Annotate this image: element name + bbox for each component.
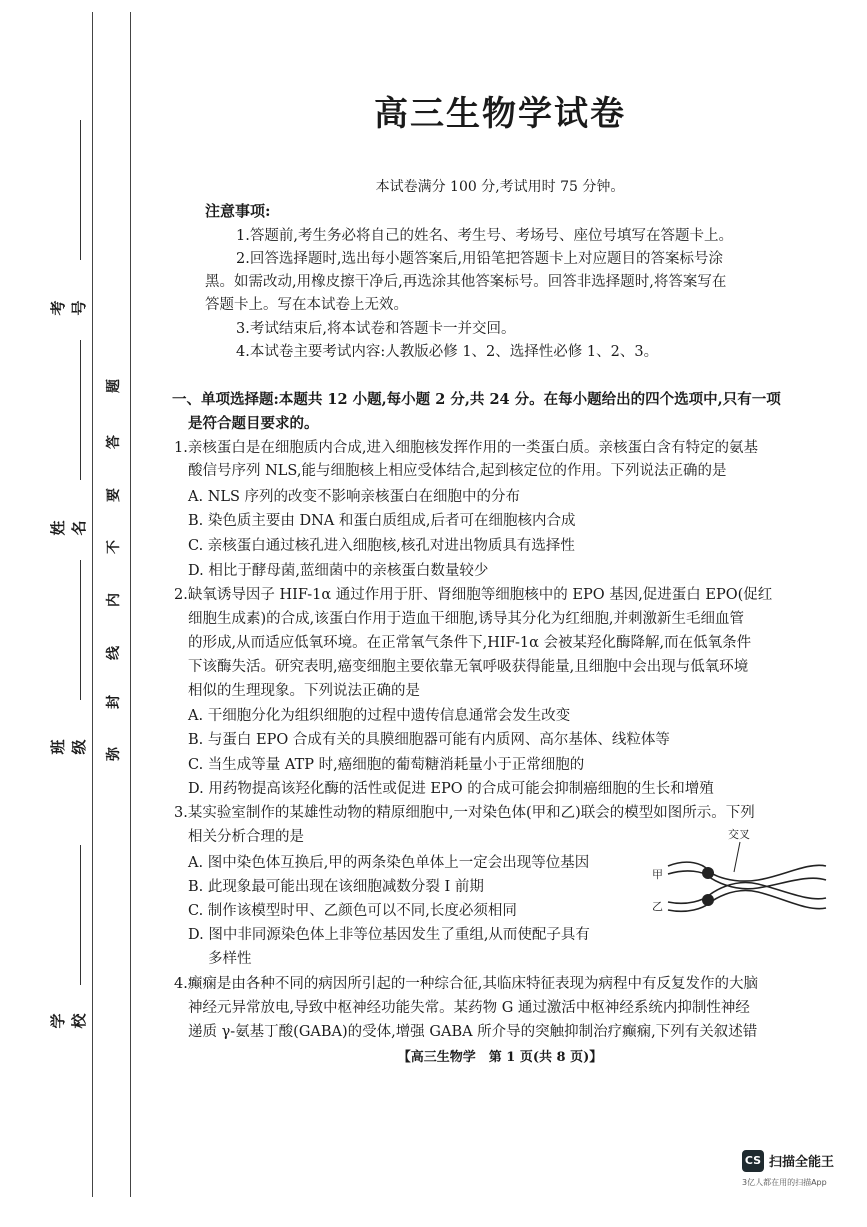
option-a[interactable]: A. 干细胞分化为组织细胞的过程中遗传信息通常会发生改变 [188, 708, 571, 724]
question-stem-line: 细胞生成素)的合成,该蛋白作用于造血干细胞,诱导其分化为红细胞,并刺激新生毛细血管 [188, 611, 744, 627]
seal-char: 封 [106, 695, 122, 709]
question-stem-line: 递质 γ-氨基丁酸(GABA)的受体,增强 GABA 所介导的突触抑制治疗癫痫,下列有关叙述错 [188, 1024, 758, 1040]
notice-line: 1.答题前,考生务必将自己的姓名、考生号、考场号、座位号填写在答题卡上。 [236, 228, 733, 244]
option-d[interactable]: D. 相比于酵母菌,蓝细菌中的亲核蛋白数量较少 [188, 563, 489, 579]
name-fill-line[interactable] [80, 340, 81, 480]
notice-line: 3.考试结束后,将本试卷和答题卡一并交回。 [236, 321, 516, 337]
section-heading-line: 一、单项选择题:本题共 12 小题,每小题 2 分,共 24 分。在每小题给出的四个选项中,只有一项 [172, 391, 781, 408]
exam-info: 本试卷满分 100 分,考试用时 75 分钟。 [375, 179, 625, 195]
option-c[interactable]: C. 制作该模型时甲、乙颜色可以不同,长度必须相同 [188, 903, 517, 919]
watermark-tagline: 3亿人都在用的扫描App [742, 1178, 827, 1187]
option-b[interactable]: B. 染色质主要由 DNA 和蛋白质组成,后者可在细胞核内合成 [188, 513, 576, 529]
margin-rule-outer [92, 12, 93, 1197]
seal-char: 线 [106, 646, 122, 660]
seal-char: 不 [106, 540, 122, 554]
question-stem-line: 3.某实验室制作的某雄性动物的精原细胞中,一对染色体(甲和乙)联会的模型如图所示。下列 [174, 805, 755, 821]
class-fill-line[interactable] [80, 560, 81, 700]
cross-label: 交叉 [728, 828, 750, 841]
chromatid-b2 [668, 891, 826, 912]
watermark-app-name: 扫描全能王 [769, 1155, 835, 1170]
option-b[interactable]: B. 与蛋白 EPO 合成有关的具膜细胞器可能有内质网、高尔基体、线粒体等 [188, 732, 670, 748]
centromere-a [702, 867, 714, 879]
section-heading-line: 是符合题目要求的。 [188, 415, 319, 432]
question-stem-line: 神经元异常放电,导致中枢神经功能失常。某药物 G 通过激活中枢神经系统内抑制性神经 [188, 1000, 750, 1016]
class-label: 班级 [49, 739, 88, 755]
page-title: 高三生物学试卷 [374, 94, 626, 134]
question-stem-line: 的形成,从而适应低氧环境。在正常氧气条件下,HIF-1α 会被某羟化酶降解,而在低氧条件 [188, 635, 752, 651]
seal-char: 弥 [106, 747, 122, 761]
exam-number-fill-line[interactable] [80, 120, 81, 260]
option-a[interactable]: A. 图中染色体互换后,甲的两条染色单体上一定会出现等位基因 [188, 855, 590, 871]
seal-char: 内 [106, 593, 122, 607]
option-d[interactable]: D. 用药物提高该羟化酶的活性或促进 EPO 的合成可能会抑制癌细胞的生长和增殖 [188, 781, 714, 797]
notice-line: 2.回答选择题时,选出每小题答案后,用铅笔把答题卡上对应题目的答案标号涂 [236, 251, 724, 267]
question-stem-line: 酸信号序列 NLS,能与细胞核上相应受体结合,起到核定位的作用。下列说法正确的是 [188, 463, 727, 479]
school-fill-line[interactable] [80, 845, 81, 985]
notice-line: 黑。如需改动,用橡皮擦干净后,再选涂其他答案标号。回答非选择题时,将答案写在 [205, 274, 727, 290]
option-d[interactable]: D. 图中非同源染色体上非等位基因发生了重组,从而使配子具有 [188, 927, 590, 943]
school-label: 学校 [49, 1013, 88, 1029]
question-stem-line: 2.缺氧诱导因子 HIF-1α 通过作用于肝、肾细胞等细胞核中的 EPO 基因,促进蛋白 EPO(促红 [174, 587, 773, 603]
option-b[interactable]: B. 此现象最可能出现在该细胞减数分裂 Ⅰ 前期 [188, 879, 484, 895]
centromere-b [702, 894, 714, 906]
exam-number-label: 考号 [49, 300, 88, 316]
seal-char: 题 [106, 379, 122, 393]
option-c[interactable]: C. 亲核蛋白通过核孔进入细胞核,核孔对进出物质具有选择性 [188, 538, 575, 554]
chromosome-a-label: 甲 [652, 868, 663, 881]
question-stem-line: 4.癫痫是由各种不同的病因所引起的一种综合征,其临床特征表现为病程中有反复发作的大脑 [174, 976, 758, 992]
question-stem-line: 相关分析合理的是 [188, 829, 304, 845]
notice-line: 答题卡上。写在本试卷上无效。 [205, 297, 408, 313]
name-label: 姓名 [49, 520, 88, 536]
margin-rule-inner [130, 12, 131, 1197]
notice-heading: 注意事项: [205, 202, 271, 220]
cross-pointer [734, 842, 740, 872]
chromatid-a2 [668, 871, 826, 889]
seal-char: 答 [106, 435, 122, 449]
notice-line: 4.本试卷主要考试内容:人教版必修 1、2、选择性必修 1、2、3。 [236, 344, 659, 360]
chromatid-strands [668, 862, 826, 911]
chromatid-b1 [668, 883, 826, 904]
option-c[interactable]: C. 当生成等量 ATP 时,癌细胞的葡萄糖消耗量小于正常细胞的 [188, 757, 585, 773]
chromosome-b-label: 乙 [652, 900, 663, 913]
question-stem-line: 下该酶失活。研究表明,癌变细胞主要依靠无氧呼吸获得能量,且细胞中会出现与低氧环境 [188, 659, 749, 675]
question-stem-line: 相似的生理现象。下列说法正确的是 [188, 683, 420, 699]
page-footer: 【高三生物学 第 1 页(共 8 页)】 [397, 1050, 603, 1065]
question-stem-line: 1.亲核蛋白是在细胞质内合成,进入细胞核发挥作用的一类蛋白质。亲核蛋白含有特定的氨基 [174, 440, 758, 456]
option-d-continuation: 多样性 [208, 951, 252, 967]
option-a[interactable]: A. NLS 序列的改变不影响亲核蛋白在细胞中的分布 [188, 489, 521, 505]
chromosome-synapsis-diagram [648, 822, 838, 940]
seal-char: 要 [106, 488, 122, 502]
cs-logo-icon: CS [742, 1150, 764, 1172]
